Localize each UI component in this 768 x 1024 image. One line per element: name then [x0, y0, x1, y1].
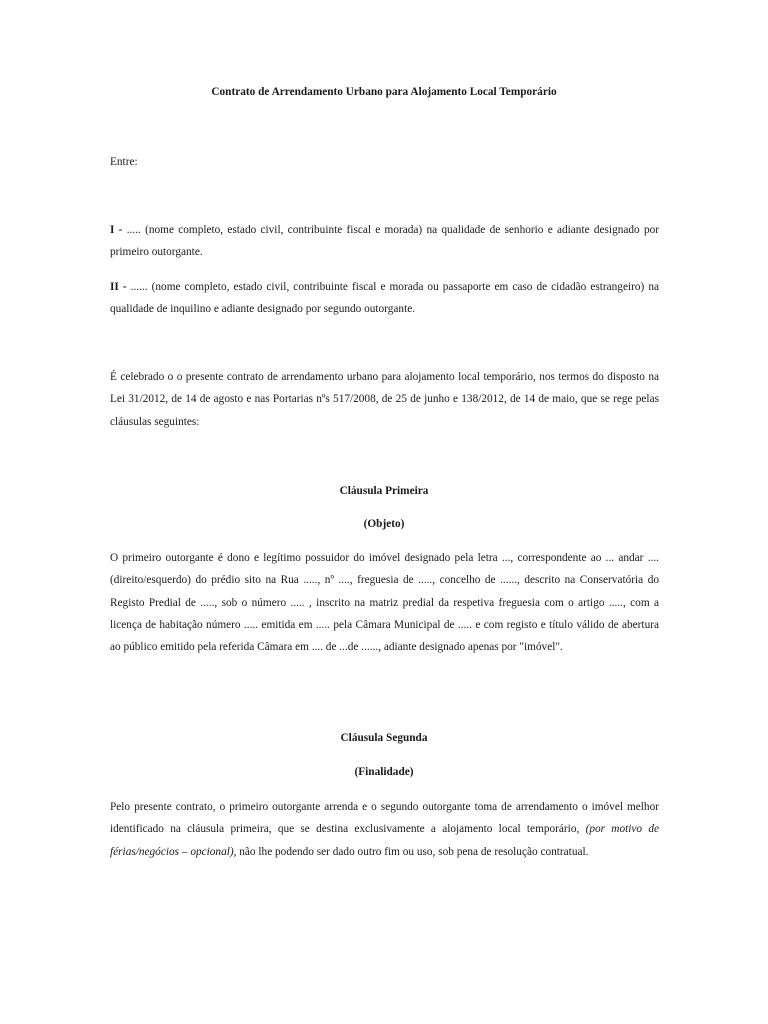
clause-first-subheading: (Objeto) [363, 518, 405, 530]
document-title: Contrato de Arrendamento Urbano para Alojamento Local Temporário [211, 86, 557, 98]
party-second-text: ...... (nome completo, estado civil, contribuinte fiscal e morada ou passaporte em caso de cidadão estrangeiro) na qualidade de inquilino e adiante designado por segundo outorgante. [110, 281, 659, 316]
party-first-marker: I - [110, 224, 123, 236]
clause-second-heading: Cláusula Segunda [340, 732, 428, 744]
party-first-paragraph [110, 219, 659, 264]
clause-first-heading: Cláusula Primeira [339, 485, 429, 497]
clause-second-text-before: Pelo presente contrato, o primeiro outorgante arrenda e o segundo outorgante toma de arrendamento o imóvel melhor identificado na cláusula primeira, que se destina exclusivamente a alojamento local temporário, [110, 801, 659, 836]
party-second-paragraph [110, 276, 659, 321]
clause-second-text-italic: (por motivo de férias/negócios – opcional) [110, 823, 659, 858]
clause-second-text [110, 796, 659, 863]
clause-second-text-after: , não lhe podendo ser dado outro fim ou uso, sob pena de resolução contratual. [233, 845, 589, 858]
party-second-marker: II - [110, 281, 127, 293]
clause-first-text: O primeiro outorgante é dono e legítimo possuidor do imóvel designado pela letra ..., correspondente ao ... andar .... (direito/esquerdo) do prédio sito na Rua ....., nº ...., freguesia de ....., concelho de ......, descrito na Conservatória do Registo Predial de ....., sob o número ..... , inscrito na matriz predial da respetiva freguesia com o artigo ....., com a licença de habitação número ..... emitida em ..... pela Câmara Municipal de ..... e com registo e título válido de abertura ao público emitido pela referida Câmara em .... de ...de ......, adiante designado apenas por "imóvel". [110, 552, 659, 654]
clause-second-subheading: (Finalidade) [354, 766, 414, 778]
party-first-text: ..... (nome completo, estado civil, contribuinte fiscal e morada) na qualidade de senhorio e adiante designado por primeiro outorgante. [110, 224, 660, 259]
between-label: Entre: [110, 156, 138, 168]
preamble-paragraph: É celebrado o o presente contrato de arrendamento urbano para alojamento local temporário, nos termos do disposto na Lei 31/2012, de 14 de agosto e nas Portarias nºs 517/2008, de 25 de junho e 138/2012, de 14 de maio, que se rege pelas cláusulas seguintes: [110, 371, 659, 428]
